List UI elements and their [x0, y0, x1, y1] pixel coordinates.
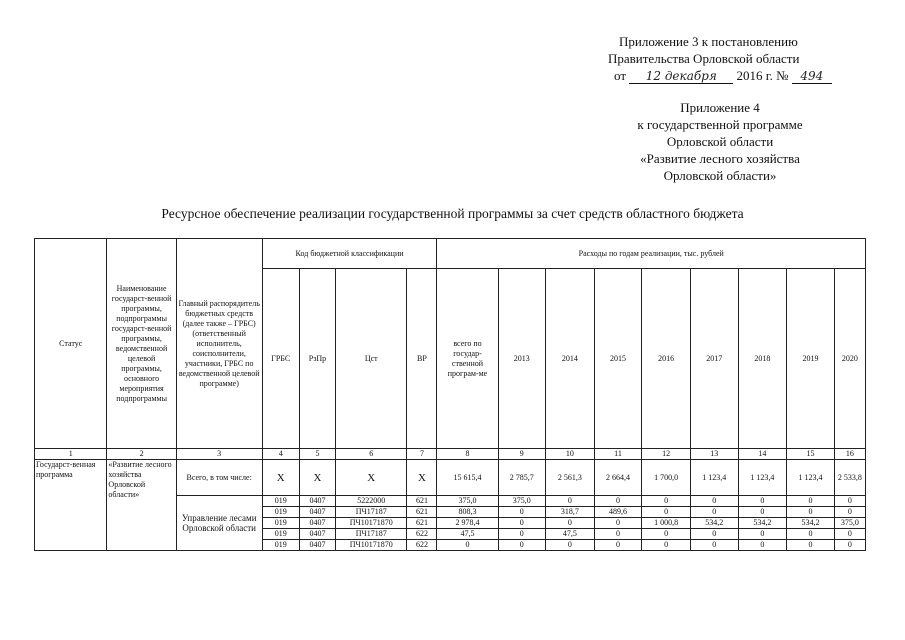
- annex3-line2: Правительства Орловской области: [608, 51, 800, 66]
- cell-rzpr: 0407: [299, 507, 335, 518]
- column-number: 16: [834, 449, 865, 460]
- cell-rzpr: 0407: [299, 518, 335, 529]
- program-name: «Развитие лесного хозяйства Орловской области»: [107, 460, 176, 551]
- cell-value: 808,3: [437, 507, 498, 518]
- cell-value: 0: [594, 540, 642, 551]
- total-value: 2 785,7: [498, 460, 546, 496]
- cell-grbs: 019: [262, 496, 299, 507]
- total-label: Всего, в том числе:: [176, 460, 262, 496]
- annex4-line: Орловской области»: [663, 168, 777, 183]
- total-value: 15 615,4: [437, 460, 498, 496]
- cell-value: 0: [642, 496, 691, 507]
- annex4-block: [600, 99, 840, 184]
- cell-value: 0: [594, 496, 642, 507]
- column-number: 3: [176, 449, 262, 460]
- cell-value: 318,7: [546, 507, 595, 518]
- cell-value: 0: [787, 540, 835, 551]
- total-value: 1 123,4: [738, 460, 787, 496]
- header-total: всего по государ-ственной програм-ме: [437, 269, 498, 449]
- header-year: 2013: [498, 269, 546, 449]
- header-year: 2016: [642, 269, 691, 449]
- cell-grbs: 019: [262, 529, 299, 540]
- cell-value: 0: [787, 496, 835, 507]
- order-line: [614, 68, 832, 84]
- column-number: 14: [738, 449, 787, 460]
- cell-value: 0: [594, 529, 642, 540]
- cell-value: 0: [834, 540, 865, 551]
- order-date-handwritten: 12 декабря: [629, 69, 733, 84]
- column-number: 11: [594, 449, 642, 460]
- annex4-line: «Развитие лесного хозяйства: [640, 151, 800, 166]
- header-year: 2015: [594, 269, 642, 449]
- annex4-line: к государственной программе: [637, 117, 803, 132]
- total-value: 2 561,3: [546, 460, 595, 496]
- cell-value: 0: [642, 507, 691, 518]
- column-numbers-row: [35, 449, 866, 460]
- header-grbs: ГРБС: [262, 269, 299, 449]
- cell-value: 0: [437, 540, 498, 551]
- cell-value: 0: [546, 540, 595, 551]
- cell-cst: ПЧ17187: [336, 529, 407, 540]
- cell-value: 0: [498, 529, 546, 540]
- cell-cst: ПЧ17187: [336, 507, 407, 518]
- cell-value: 47,5: [546, 529, 595, 540]
- cell-value: 375,0: [498, 496, 546, 507]
- cell-rzpr: 0407: [299, 496, 335, 507]
- cell-value: 0: [834, 507, 865, 518]
- order-from-label: от: [614, 68, 627, 83]
- header-status: Статус: [35, 239, 107, 449]
- total-value: 2 533,8: [834, 460, 865, 496]
- column-number: 2: [107, 449, 176, 460]
- annex3-line1: Приложение 3 к постановлению: [619, 34, 798, 49]
- cell-value: 47,5: [437, 529, 498, 540]
- column-number: 7: [407, 449, 437, 460]
- cell-grbs: 019: [262, 518, 299, 529]
- cell-value: 0: [546, 496, 595, 507]
- cell-vr: 621: [407, 518, 437, 529]
- cell-value: 0: [787, 507, 835, 518]
- cell-value: 0: [642, 529, 691, 540]
- cell-cst: ПЧ10171870: [336, 540, 407, 551]
- cell-value: 534,2: [738, 518, 787, 529]
- program-status: Государст-венная программа: [35, 460, 107, 551]
- cell-value: 0: [738, 529, 787, 540]
- header-budget-code: Код бюджетной классификации: [262, 239, 437, 269]
- resource-table: [34, 238, 866, 551]
- cell-value: 0: [690, 529, 738, 540]
- cell-value: 0: [498, 540, 546, 551]
- cell-grbs: 019: [262, 507, 299, 518]
- column-number: 8: [437, 449, 498, 460]
- order-number-handwritten: 494: [792, 69, 832, 84]
- total-grbs: X: [262, 460, 299, 496]
- cell-value: 2 978,4: [437, 518, 498, 529]
- cell-value: 375,0: [834, 518, 865, 529]
- column-number: 12: [642, 449, 691, 460]
- annex4-line: Орловской области: [666, 134, 774, 149]
- cell-value: 0: [690, 507, 738, 518]
- cell-value: 0: [738, 496, 787, 507]
- column-number: 1: [35, 449, 107, 460]
- column-number: 4: [262, 449, 299, 460]
- cell-value: 1 000,8: [642, 518, 691, 529]
- total-value: 1 700,0: [642, 460, 691, 496]
- header-year: 2017: [690, 269, 738, 449]
- cell-value: 0: [738, 507, 787, 518]
- annex4-line: Приложение 4: [680, 100, 760, 115]
- total-vr: X: [407, 460, 437, 496]
- cell-value: 489,6: [594, 507, 642, 518]
- header-year: 2014: [546, 269, 595, 449]
- cell-vr: 621: [407, 496, 437, 507]
- cell-value: 0: [642, 540, 691, 551]
- cell-cst: 5222000: [336, 496, 407, 507]
- order-year-label: 2016 г. №: [736, 68, 789, 83]
- total-value: 1 123,4: [690, 460, 738, 496]
- cell-vr: 621: [407, 507, 437, 518]
- total-value: 2 664,4: [594, 460, 642, 496]
- total-cst: X: [336, 460, 407, 496]
- cell-value: 0: [690, 496, 738, 507]
- cell-value: 0: [498, 507, 546, 518]
- cell-value: 0: [546, 518, 595, 529]
- cell-rzpr: 0407: [299, 540, 335, 551]
- cell-grbs: 019: [262, 540, 299, 551]
- header-year: 2020: [834, 269, 865, 449]
- cell-value: 534,2: [690, 518, 738, 529]
- cell-value: 0: [787, 529, 835, 540]
- cell-cst: ПЧ10171870: [336, 518, 407, 529]
- header-expenses: Расходы по годам реализации, тыс. рублей: [437, 239, 866, 269]
- header-cst: Цст: [336, 269, 407, 449]
- column-number: 5: [299, 449, 335, 460]
- cell-value: 0: [738, 540, 787, 551]
- column-number: 6: [336, 449, 407, 460]
- cell-value: 0: [834, 496, 865, 507]
- header-year: 2018: [738, 269, 787, 449]
- total-rzpr: X: [299, 460, 335, 496]
- header-rzpr: РзПр: [299, 269, 335, 449]
- column-number: 10: [546, 449, 595, 460]
- header-vr: ВР: [407, 269, 437, 449]
- header-name: Наименование государст-венной программы, подпрограммы государст-венной программы, ведомственной целевой программы, основного мероприятия подпрограммы: [107, 239, 176, 449]
- header-grbs-main: Главный распорядитель бюджетных средств (далее также – ГРБС) (ответственный исполнитель, соисполнители, участники, ГРБС по ведомственной целевой программе): [176, 239, 262, 449]
- total-value: 1 123,4: [787, 460, 835, 496]
- header-year: 2019: [787, 269, 835, 449]
- column-number: 13: [690, 449, 738, 460]
- document-title: Ресурсное обеспечение реализации государственной программы за счет средств областного бюджета: [161, 206, 744, 221]
- column-number: 9: [498, 449, 546, 460]
- cell-vr: 622: [407, 529, 437, 540]
- cell-value: 375,0: [437, 496, 498, 507]
- cell-value: 0: [834, 529, 865, 540]
- cell-value: 534,2: [787, 518, 835, 529]
- cell-rzpr: 0407: [299, 529, 335, 540]
- cell-vr: 622: [407, 540, 437, 551]
- cell-value: 0: [690, 540, 738, 551]
- cell-value: 0: [594, 518, 642, 529]
- total-row: [35, 460, 866, 496]
- cell-value: 0: [498, 518, 546, 529]
- grbs-name: Управление лесами Орловской области: [176, 496, 262, 551]
- column-number: 15: [787, 449, 835, 460]
